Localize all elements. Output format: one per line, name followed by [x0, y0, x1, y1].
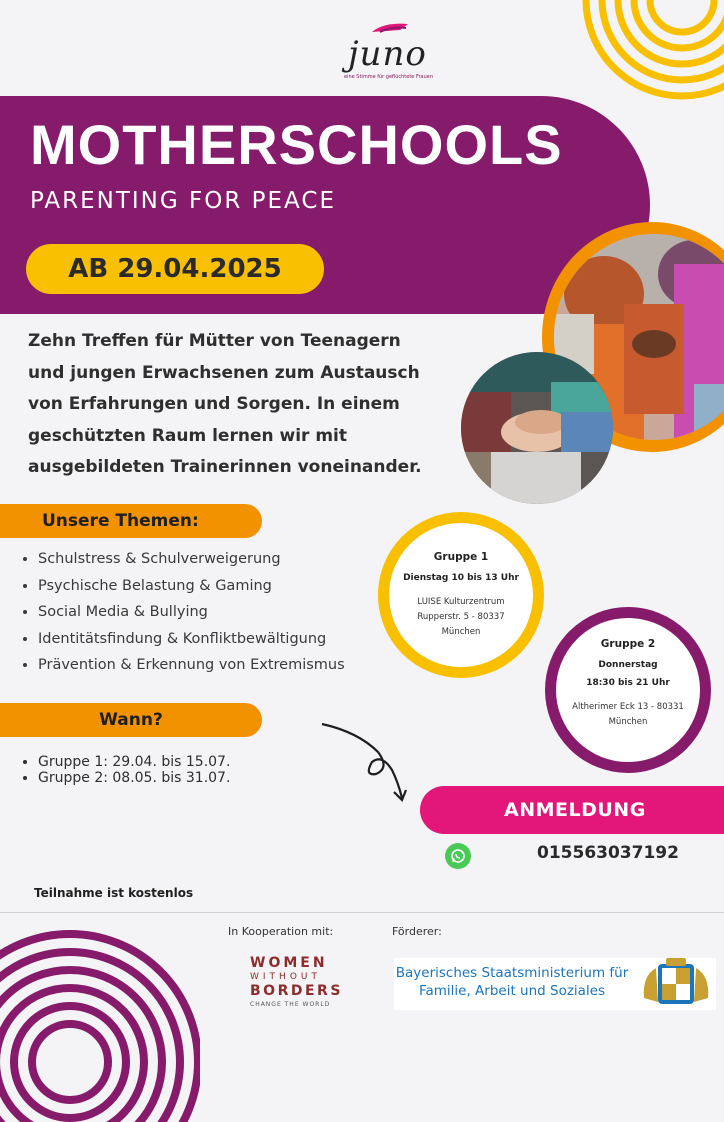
juno-logo — [330, 14, 450, 84]
list-item: • Social Media & Bullying — [38, 599, 345, 626]
ministry-logo — [394, 958, 716, 1010]
list-item: • Gruppe 2: 08.05. bis 31.07. — [38, 770, 230, 786]
themes-list — [20, 546, 345, 679]
group2-circle — [545, 607, 711, 773]
registration-label: ANMELDUNG — [504, 799, 646, 821]
curly-arrow-icon — [318, 718, 412, 804]
list-item: • Schulstress & Schulverweigerung — [38, 546, 345, 573]
group1-time: Dienstag 10 bis 13 Uhr — [403, 573, 519, 583]
intro-paragraph: Zehn Treffen für Mütter von Teenagern und jungen Erwachsenen zum Austausch von Erfahrungen und Sorgen. In einem geschützten Raum lernen wir mit ausgebildeten Trainerinnen voneinander. — [28, 331, 422, 477]
logo-mark-icon — [370, 20, 410, 34]
wwb-line1: WOMEN — [250, 955, 328, 971]
whatsapp-icon[interactable] — [445, 843, 471, 869]
registration-button[interactable] — [420, 786, 724, 834]
ministry-name — [394, 964, 630, 1000]
schedule-list — [20, 754, 230, 786]
ministry-line2: Familie, Arbeit und Soziales — [418, 983, 606, 999]
wwb-line3: BORDERS — [250, 983, 343, 999]
wwb-line4: CHANGE THE WORLD — [250, 1001, 331, 1008]
wwb-line2: WITHOUT — [250, 972, 321, 982]
logo-word: juno — [348, 34, 427, 74]
photo-hands-illustration — [461, 352, 613, 504]
whatsapp-glyph-icon — [450, 848, 466, 864]
logo-tagline: eine Stimme für geflüchtete Frauen — [344, 74, 433, 80]
women-without-borders-logo — [250, 955, 346, 1011]
sponsor-label: Förderer: — [392, 925, 442, 938]
page-title: MOTHERSCHOOLS — [30, 113, 563, 176]
decorative-arcs-top-right — [572, 0, 724, 120]
group2-city: München — [608, 717, 648, 727]
themes-heading: Unsere Themen: — [42, 511, 199, 531]
page-subtitle: PARENTING FOR PEACE — [30, 188, 336, 214]
group2-street: Altherimer Eck 13 - 80331 — [572, 702, 684, 712]
list-item: • Psychische Belastung & Gaming — [38, 573, 345, 600]
group1-venue: LUISE Kulturzentrum — [417, 597, 505, 607]
footer-divider — [0, 912, 724, 913]
date-text: AB 29.04.2025 — [68, 254, 282, 284]
group1-title: Gruppe 1 — [433, 551, 489, 563]
wann-heading: Wann? — [99, 710, 163, 730]
group1-city: München — [441, 627, 481, 637]
photo-stacked-hands — [461, 352, 613, 504]
cooperation-label: In Kooperation mit: — [228, 925, 334, 938]
group2-title: Gruppe 2 — [600, 638, 656, 650]
group2-time: 18:30 bis 21 Uhr — [586, 678, 670, 688]
ministry-line1: Bayerisches Staatsministerium für — [395, 965, 629, 981]
group1-circle — [378, 512, 544, 678]
list-item: • Gruppe 1: 29.04. bis 15.07. — [38, 754, 230, 770]
wann-heading-pill — [0, 703, 262, 737]
bavarian-crest-icon — [638, 958, 714, 1010]
group2-day: Donnerstag — [598, 660, 658, 670]
phone-number[interactable]: 015563037192 — [537, 843, 679, 863]
date-badge — [26, 244, 324, 294]
group1-street: Rupperstr. 5 - 80337 — [417, 612, 505, 622]
list-item: • Prävention & Erkennung von Extremismus — [38, 652, 345, 679]
themes-heading-pill — [0, 504, 262, 538]
free-participation-note: Teilnahme ist kostenlos — [34, 886, 194, 900]
decorative-arcs-bottom-left — [0, 922, 200, 1122]
list-item: • Identitätsfindung & Konfliktbewältigung — [38, 626, 345, 653]
